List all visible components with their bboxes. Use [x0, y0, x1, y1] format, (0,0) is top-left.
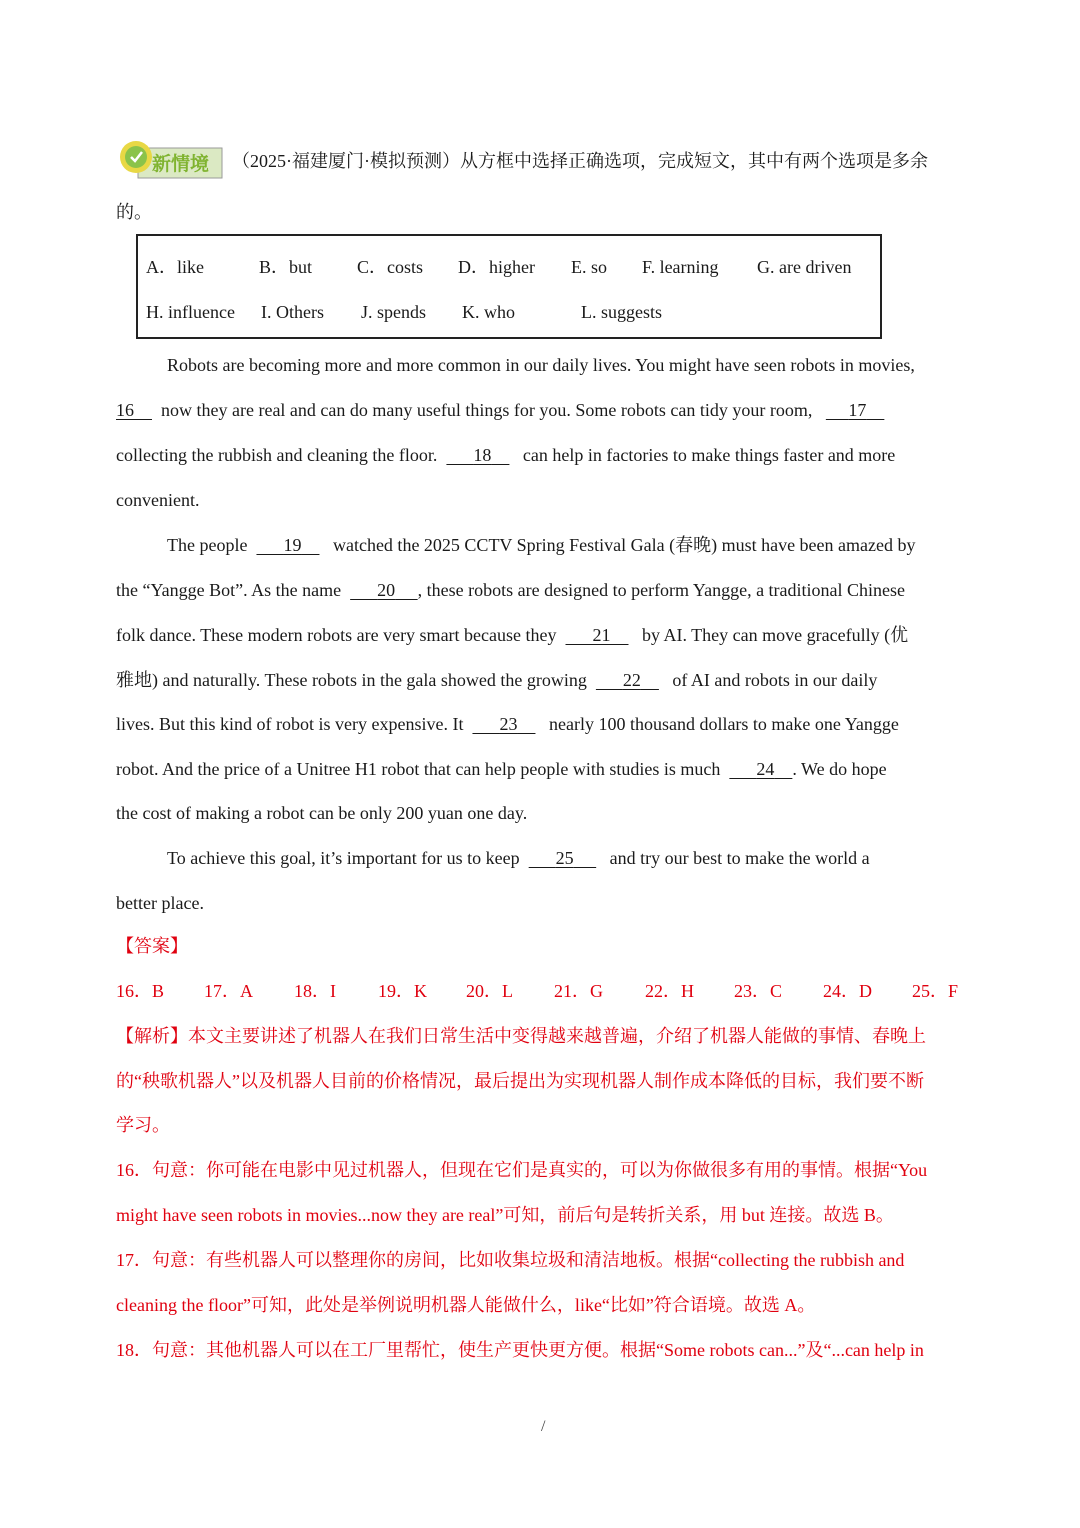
- passage-line: the cost of making a robot can be only 200 yuan one day.: [116, 803, 528, 823]
- blank-23: 23: [499, 714, 518, 734]
- analysis-line: 17．句意：有些机器人可以整理你的房间，比如收集垃圾和清洁地板。根据“collecting the rubbish and: [116, 1250, 905, 1270]
- passage-line: The people 19 watched the 2025 CCTV Spring Festival Gala (春晚) must have been amazed by: [167, 535, 916, 555]
- answer-item: 23．C: [734, 981, 783, 1001]
- passage-line: folk dance. These modern robots are very smart because they 21 by AI. They can move gracefully (优: [116, 625, 909, 645]
- passage-line: better place.: [116, 893, 204, 913]
- analysis-line: 的“秧歌机器人”以及机器人目前的价格情况，最后提出为实现机器人制作成本降低的目标，我们要不断: [116, 1071, 924, 1091]
- blank-24: 24: [756, 759, 775, 779]
- analysis-line: 16．句意：你可能在电影中见过机器人，但现在它们是真实的，可以为你做很多有用的事情。根据“You: [116, 1160, 928, 1180]
- analysis-line: 学习。: [116, 1115, 170, 1135]
- blank-17: 17: [848, 400, 867, 420]
- badge-label: 新情境: [152, 153, 210, 175]
- blank-25: 25: [555, 848, 574, 868]
- option-d: D．higher: [458, 257, 535, 277]
- blank-19: 19: [283, 535, 302, 555]
- answer-item: 18．I: [294, 981, 336, 1001]
- passage-line: 雅地) and naturally. These robots in the gala showed the growing 22 of AI and robots in our daily: [116, 670, 878, 690]
- option-c: C．costs: [357, 257, 424, 277]
- passage-line: lives. But this kind of robot is very expensive. It 23 nearly 100 thousand dollars to make one Yangge: [116, 714, 899, 734]
- intro-line-2: 的。: [116, 202, 152, 222]
- options-box: [136, 234, 882, 339]
- blank-22: 22: [622, 670, 641, 690]
- answer-item: 24．D: [823, 981, 872, 1001]
- passage-line: collecting the rubbish and cleaning the floor. 18 can help in factories to make things faster and more: [116, 445, 896, 465]
- passage-line: 16 now they are real and can do many useful things for you. Some robots can tidy your room, 17: [116, 399, 884, 421]
- page-mark: /: [541, 1418, 546, 1435]
- intro-line-1: （2025·福建厦门·模拟预测）从方框中选择正确选项，完成短文，其中有两个选项是多余: [232, 151, 928, 171]
- answer-item: 16．B: [116, 981, 165, 1001]
- answer-item: 22．H: [645, 981, 694, 1001]
- analysis-line: 18．句意：其他机器人可以在工厂里帮忙，使生产更快更方便。根据“Some robots can...”及“...can help in: [116, 1340, 924, 1360]
- blank-21: 21: [592, 625, 611, 645]
- answer-item: 19．K: [378, 981, 427, 1001]
- option-h: H. influence: [146, 302, 235, 322]
- option-g: G. are driven: [757, 257, 852, 277]
- passage-line: Robots are becoming more and more common in our daily lives. You might have seen robots in movies,: [167, 355, 915, 375]
- answer-item: 17．A: [204, 981, 253, 1001]
- option-i: I. Others: [261, 302, 324, 322]
- answer-item: 20．L: [466, 981, 513, 1001]
- blank-20: 20: [377, 580, 396, 600]
- option-e: E. so: [571, 257, 607, 277]
- analysis-line: might have seen robots in movies...now they are real”可知，前后句是转折关系，用 but 连接。故选 B。: [116, 1205, 894, 1225]
- option-f: F. learning: [642, 257, 719, 277]
- option-a: A．like: [146, 257, 204, 277]
- analysis-line: cleaning the floor”可知，此处是举例说明机器人能做什么，like“比如”符合语境。故选 A。: [116, 1295, 816, 1315]
- answer-item: 25．F: [912, 981, 959, 1001]
- passage-line: the “Yangge Bot”. As the name 20 , these robots are designed to perform Yangge, a traditional Chinese: [116, 580, 906, 600]
- blank-18: 18: [473, 445, 492, 465]
- answer-item: 21．G: [554, 981, 603, 1001]
- option-b: B．but: [259, 257, 313, 277]
- option-k: K. who: [462, 302, 515, 322]
- passage-line: robot. And the price of a Unitree H1 robot that can help people with studies is much 24 . We do hope: [116, 759, 887, 779]
- answer-heading: 【答案】: [116, 936, 188, 956]
- passage-line: To achieve this goal, it’s important for us to keep 25 and try our best to make the world a: [167, 848, 870, 868]
- passage-line: convenient.: [116, 490, 200, 510]
- option-l: L. suggests: [581, 302, 662, 322]
- new-context-badge: [118, 139, 224, 181]
- blank-16: 16: [116, 400, 134, 420]
- analysis-line: 【解析】本文主要讲述了机器人在我们日常生活中变得越来越普遍，介绍了机器人能做的事情、春晚上: [116, 1026, 926, 1046]
- option-j: J. spends: [361, 302, 427, 322]
